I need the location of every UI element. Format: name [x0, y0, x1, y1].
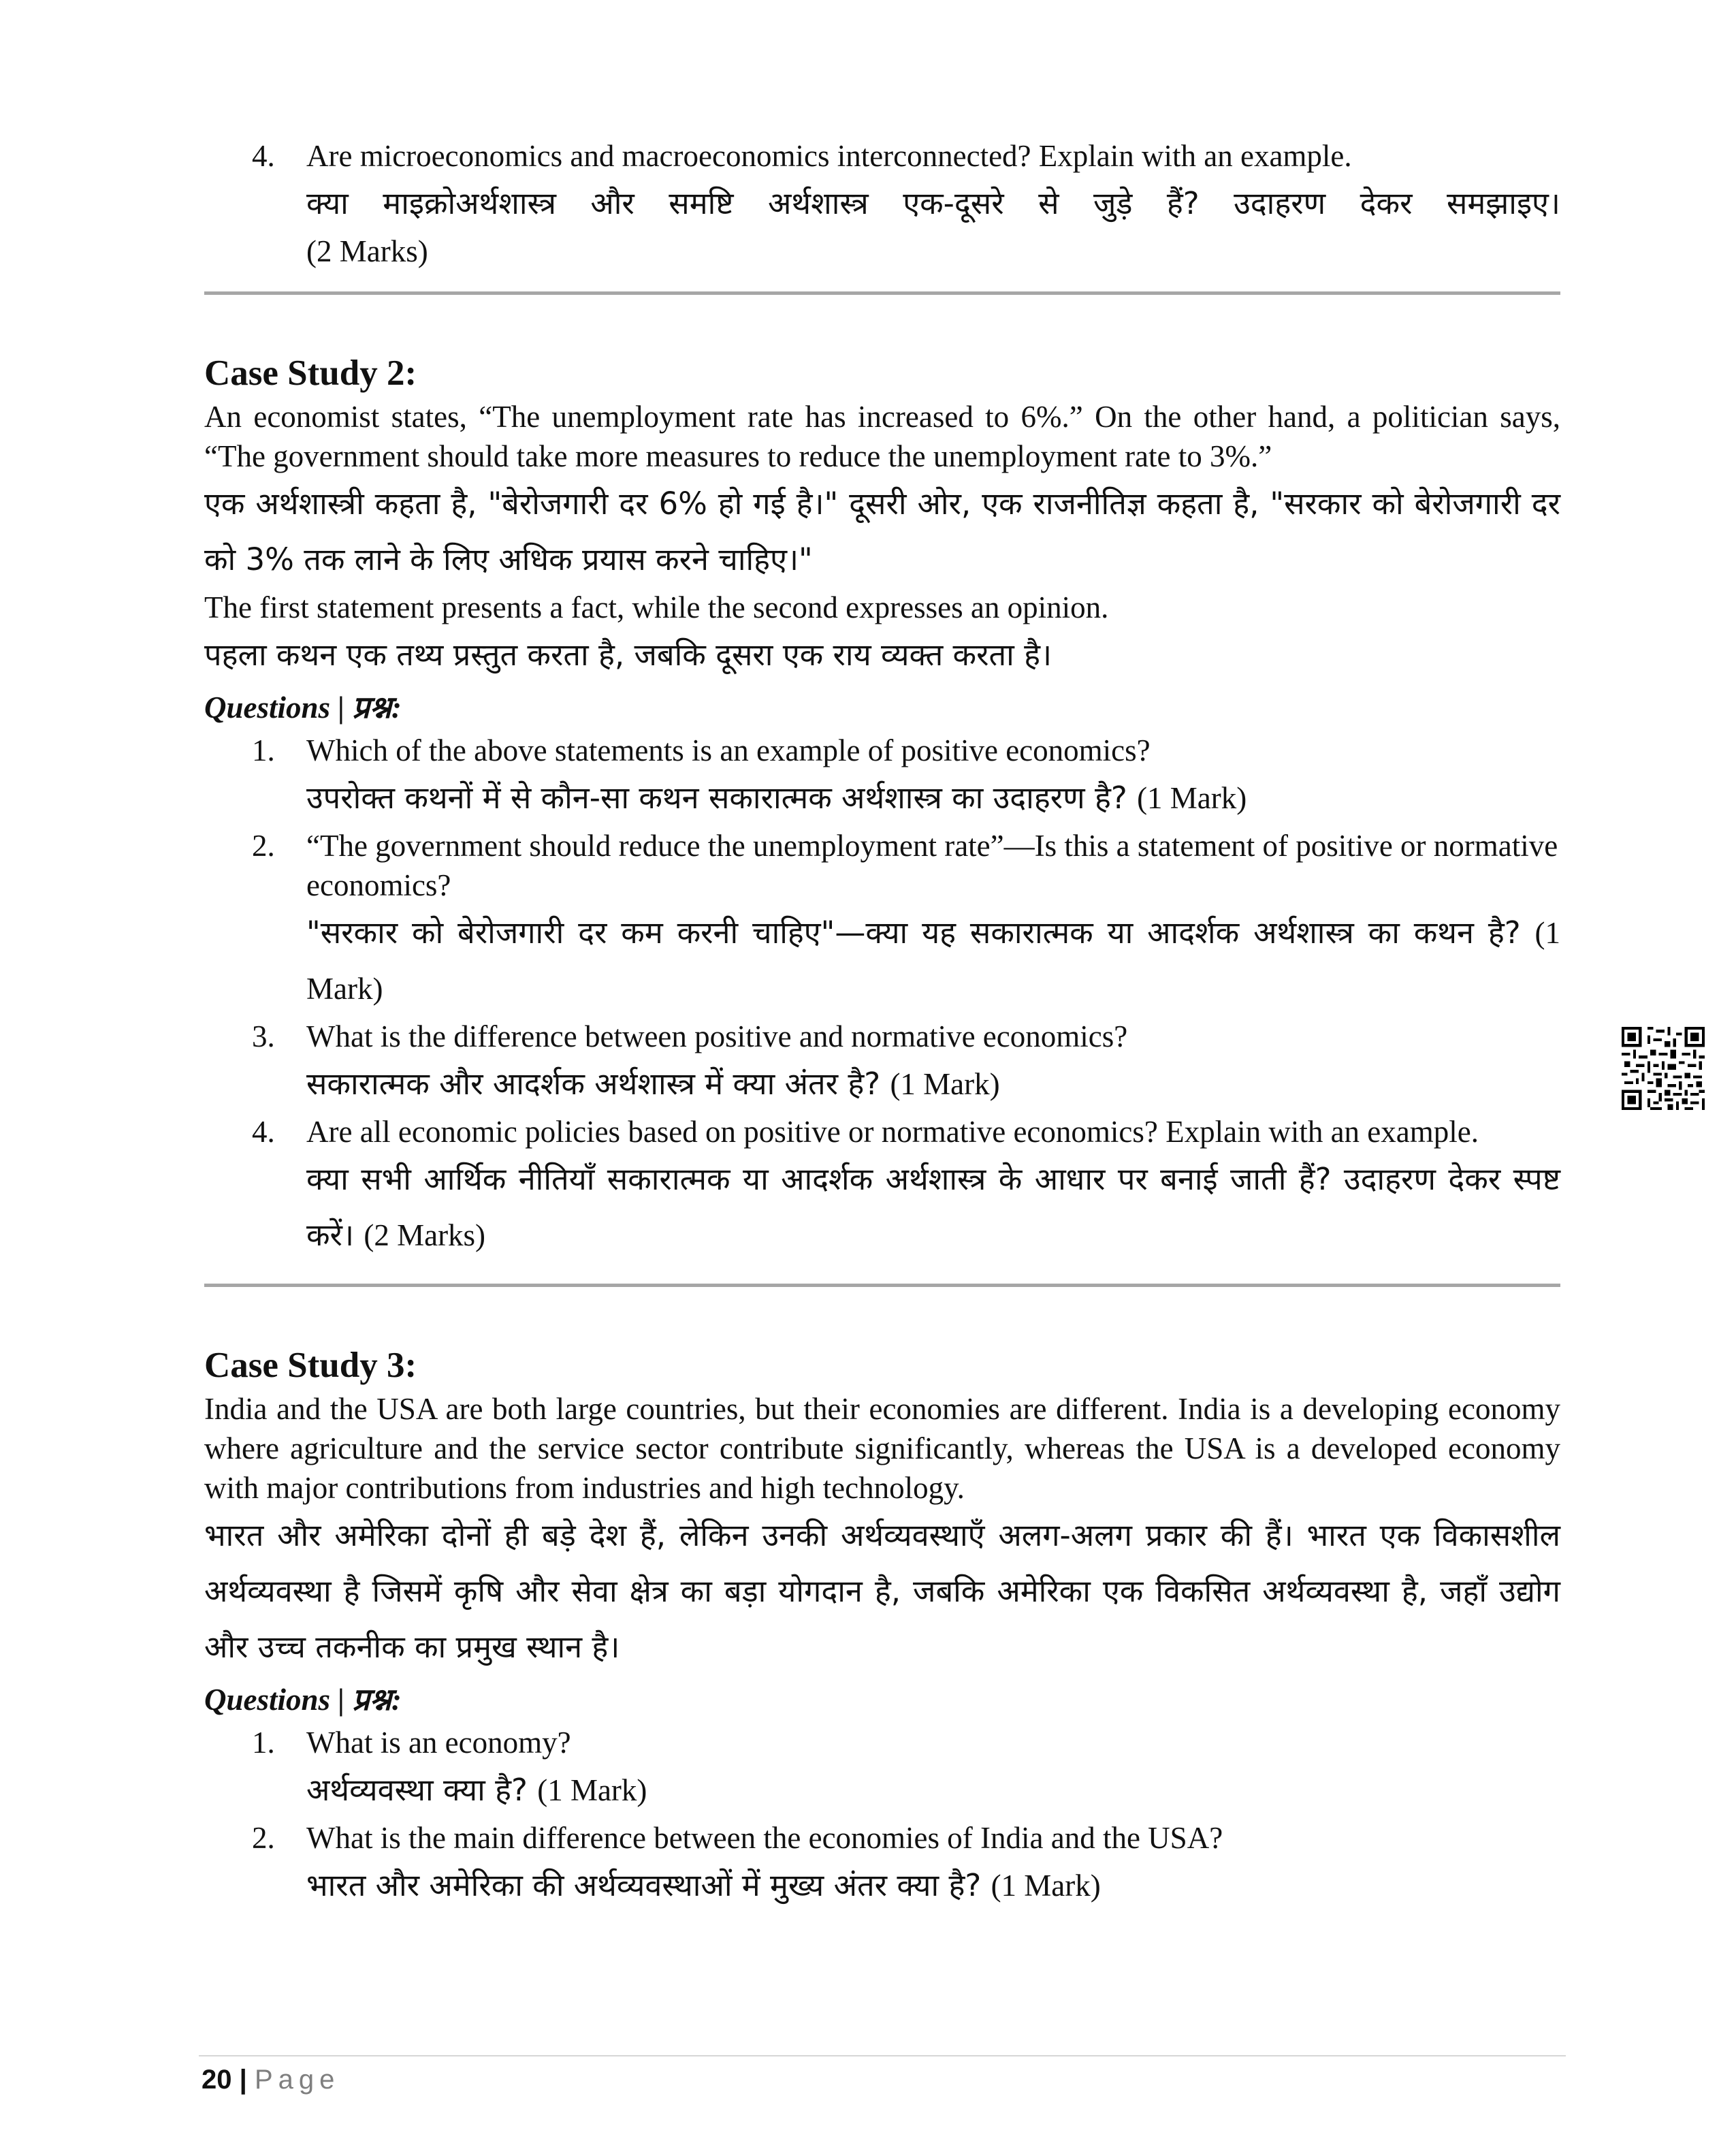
question-item — [204, 1112, 1560, 1263]
case-paragraph-english: India and the USA are both large countries, but their economies are different. India is a developing economy where agriculture and the service sector contribute significantly, whereas the USA is a developed economy with major contributions from industries and high technology. — [204, 1392, 1560, 1505]
question-hindi: "सरकार को बेरोजगारी दर कम करनी चाहिए"—क्या यह सकारात्मक या आदर्शक अर्थशास्त्र का कथन है? — [306, 915, 1521, 951]
question-number: 2. — [252, 1821, 275, 1855]
page-number: 20 — [202, 2065, 232, 2095]
case-paragraph-hindi: भारत और अमेरिका दोनों ही बड़े देश हैं, लेकिन उनकी अर्थव्यवस्थाएँ अलग-अलग प्रकार की हैं। भारत एक विकासशील अर्थव्यवस्था है जिसमें कृषि और सेवा क्षेत्र का बड़ा योगदान है, जबकि अमेरिका एक विकसित अर्थव्यवस्था है, जहाँ उद्योग और उच्च तकनीक का प्रमुख स्थान है। — [204, 1517, 1560, 1665]
question-item — [204, 1017, 1560, 1112]
question-english: Which of the above statements is an example of positive economics? — [306, 733, 1151, 767]
question-english: What is an economy? — [306, 1726, 571, 1760]
page-footer — [202, 2061, 340, 2099]
question-number: 4. — [252, 1115, 275, 1149]
question-item — [204, 1723, 1560, 1818]
footer-divider — [199, 2055, 1566, 2056]
question-english: What is the difference between positive and normative economics? — [306, 1019, 1128, 1053]
question-hindi: क्या माइक्रोअर्थशास्त्र और समष्टि अर्थशास्त्र एक-दूसरे से जुड़े हैं? उदाहरण देकर समझाइए। — [306, 185, 1560, 221]
top-question-list — [204, 136, 1560, 271]
question-hindi: क्या सभी आर्थिक नीतियाँ सकारात्मक या आदर्शक अर्थशास्त्र के आधार पर बनाई जाती हैं? उदाहरण देकर स्पष्ट करें। — [306, 1161, 1560, 1253]
question-hindi: भारत और अमेरिका की अर्थव्यवस्थाओं में मुख्य अंतर क्या है? — [306, 1867, 982, 1903]
case-paragraph-english: An economist states, “The unemployment rate has increased to 6%.” On the other hand, a politician says, “The government should take more measures to reduce the unemployment rate to 3%.” — [204, 400, 1560, 473]
question-item — [204, 136, 1560, 271]
question-marks: (1 Mark) — [306, 916, 1560, 1006]
question-english: Are all economic policies based on positive or normative economics? Explain with an example. — [306, 1115, 1479, 1149]
question-marks: (2 Marks) — [306, 234, 428, 268]
case-paragraph-hindi: एक अर्थशास्त्री कहता है, "बेरोजगारी दर 6% हो गई है।" दूसरी ओर, एक राजनीतिज्ञ कहता है, "सरकार को बेरोजगारी दर को 3% तक लाने के लिए अधिक प्रयास करने चाहिए।" — [204, 486, 1560, 577]
question-marks: (1 Mark) — [537, 1773, 647, 1807]
case-paragraph-hindi: पहला कथन एक तथ्य प्रस्तुत करता है, जबकि दूसरा एक राय व्यक्त करता है। — [204, 637, 1052, 673]
questions-heading: Questions | प्रश्न: — [204, 1683, 402, 1717]
section-divider — [204, 1284, 1560, 1287]
case-study-2 — [204, 349, 1560, 1263]
question-marks: (1 Mark) — [890, 1067, 1000, 1101]
question-number: 1. — [252, 1726, 275, 1760]
question-english: What is the main difference between the economies of India and the USA? — [306, 1821, 1223, 1855]
case-study-title: Case Study 2: — [204, 353, 417, 393]
question-english: Are microeconomics and macroeconomics interconnected? Explain with an example. — [306, 139, 1352, 173]
question-english: “The government should reduce the unemployment rate”—Is this a statement of positive or normative economics? — [306, 829, 1558, 902]
question-number: 3. — [252, 1019, 275, 1053]
question-marks: (1 Mark) — [1137, 781, 1247, 815]
question-number: 4. — [252, 139, 275, 173]
question-hindi: सकारात्मक और आदर्शक अर्थशास्त्र में क्या अंतर है? — [306, 1066, 881, 1102]
page-content — [204, 136, 1560, 1913]
question-marks: (2 Marks) — [364, 1218, 486, 1252]
question-item — [204, 826, 1560, 1017]
question-hindi: उपरोक्त कथनों में से कौन-सा कथन सकारात्मक अर्थशास्त्र का उदाहरण है? — [306, 780, 1127, 816]
question-item — [204, 1818, 1560, 1913]
section-divider — [204, 291, 1560, 295]
case-study-3 — [204, 1341, 1560, 1913]
footer-separator: | — [239, 2065, 247, 2095]
case-study-title: Case Study 3: — [204, 1346, 417, 1385]
question-list — [204, 1723, 1560, 1913]
questions-heading: Questions | प्रश्न: — [204, 690, 402, 725]
case-paragraph-english: The first statement presents a fact, while the second expresses an opinion. — [204, 590, 1109, 624]
question-number: 2. — [252, 829, 275, 863]
qr-code-icon — [1622, 1027, 1705, 1110]
question-hindi: अर्थव्यवस्था क्या है? — [306, 1772, 528, 1808]
question-marks: (1 Mark) — [991, 1869, 1101, 1903]
page-label: Page — [254, 2065, 340, 2095]
question-list — [204, 731, 1560, 1263]
question-number: 1. — [252, 733, 275, 767]
question-item — [204, 731, 1560, 826]
